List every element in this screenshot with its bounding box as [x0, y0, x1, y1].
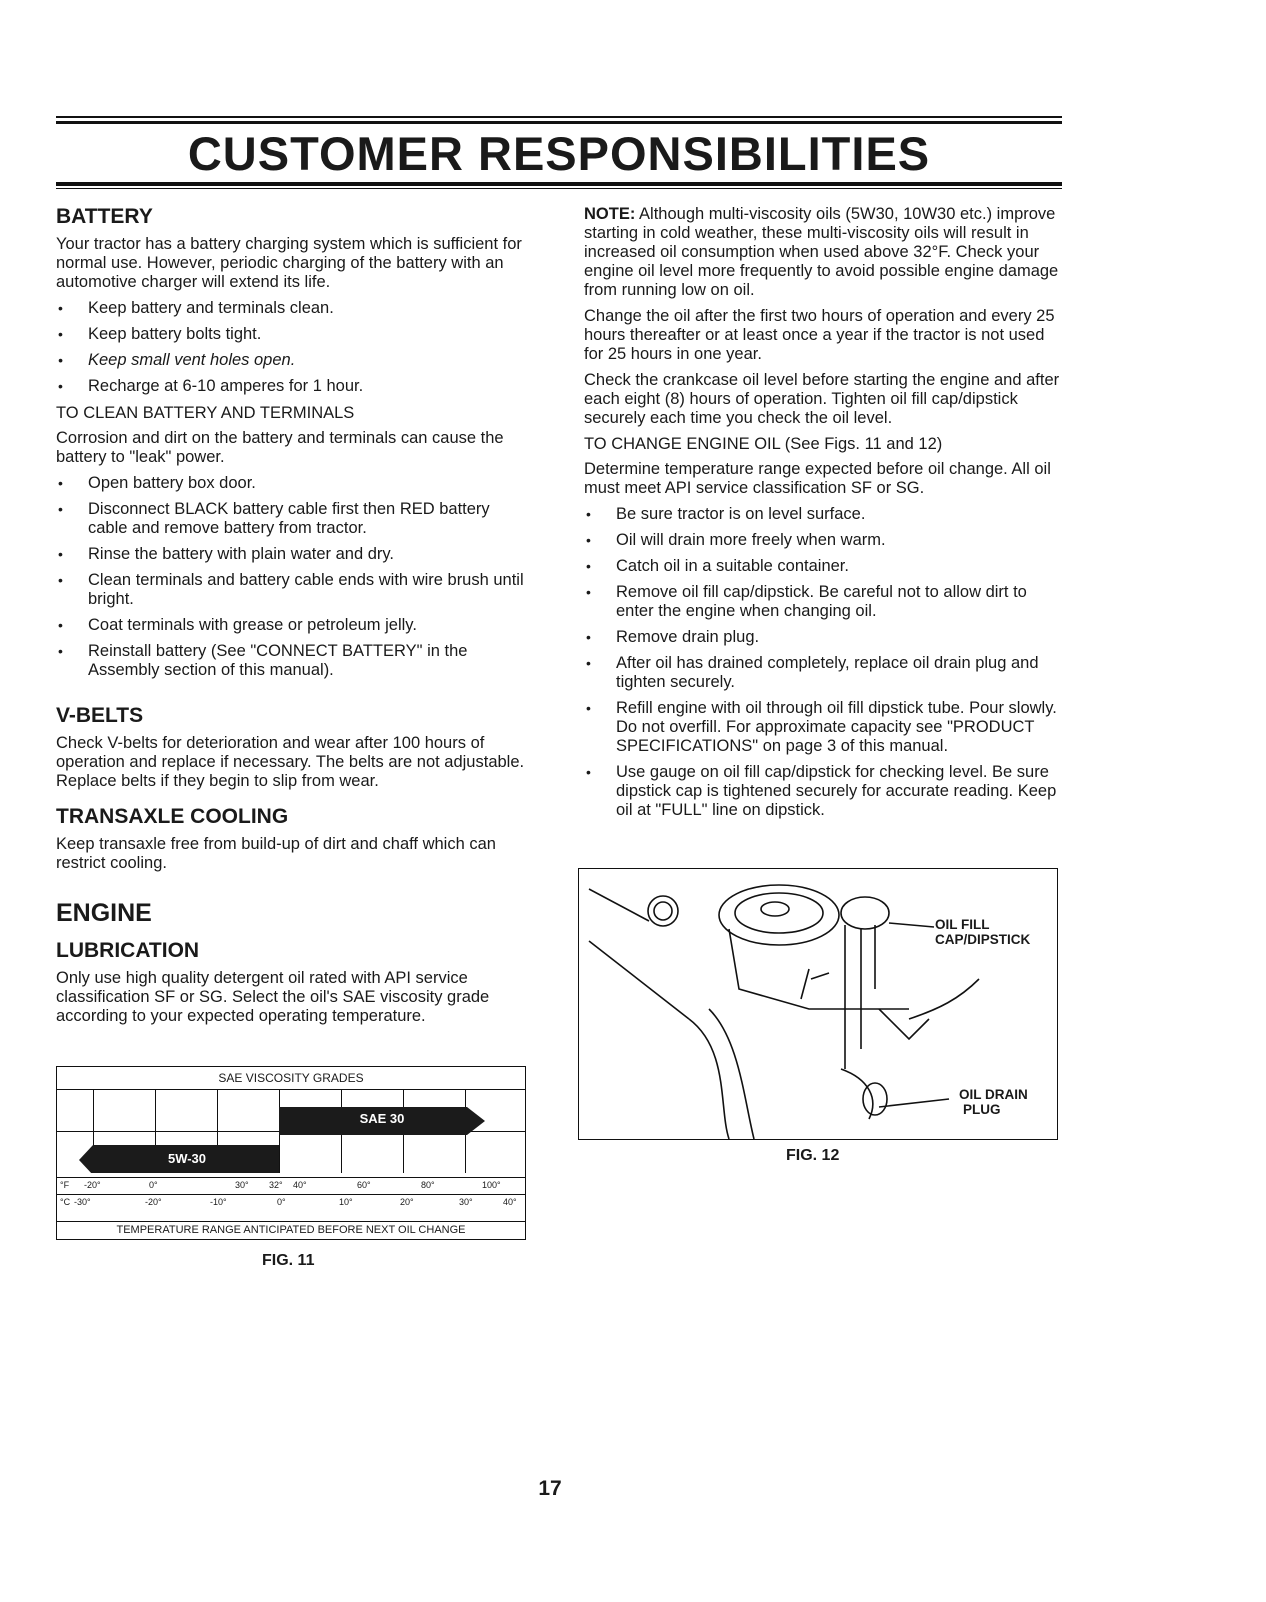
list-item: • Disconnect BLACK battery cable first then RED battery cable and remove battery from tractor.	[56, 500, 530, 538]
f-tick: 80°	[421, 1180, 435, 1190]
change-oil-list	[584, 505, 1062, 820]
c-tick: 10°	[339, 1197, 353, 1207]
sae30-label: SAE 30	[359, 1111, 405, 1126]
list-item: • Clean terminals and battery cable ends with wire brush until bright.	[56, 571, 530, 609]
clean-battery-list	[56, 474, 530, 680]
sw30-label: 5W-30	[167, 1151, 207, 1166]
f-unit: °F	[60, 1180, 70, 1190]
f-tick: 30°	[235, 1180, 249, 1190]
fig11-footer: TEMPERATURE RANGE ANTICIPATED BEFORE NEXT OIL CHANGE	[57, 1221, 525, 1239]
list-item: • Reinstall battery (See "CONNECT BATTERY" in the Assembly section of this manual).	[56, 642, 530, 680]
list-item: • After oil has drained completely, replace oil drain plug and tighten securely.	[584, 654, 1062, 692]
list-item: • Remove drain plug.	[584, 628, 1062, 647]
oil-drain-line1: OIL DRAIN	[959, 1087, 1028, 1102]
f-tick: 100°	[482, 1180, 501, 1190]
c-unit: °C	[60, 1197, 71, 1207]
list-item: • Oil will drain more freely when warm.	[584, 531, 1062, 550]
left-column	[56, 205, 530, 1033]
lubrication-heading: LUBRICATION	[56, 939, 200, 962]
list-item: • Keep battery and terminals clean.	[56, 299, 530, 318]
fahrenheit-scale	[57, 1177, 525, 1195]
list-item: • Coat terminals with grease or petroleum jelly.	[56, 616, 530, 635]
c-tick: -20°	[145, 1197, 162, 1207]
list-item: • Open battery box door.	[56, 474, 530, 493]
oil-fill-line2: CAP/DIPSTICK	[935, 932, 1031, 947]
clean-battery-intro: Corrosion and dirt on the battery and terminals can cause the battery to "leak" power.	[56, 429, 504, 466]
fig11-caption: FIG. 11	[262, 1252, 315, 1269]
title-underline-thick	[56, 182, 1062, 186]
battery-list	[56, 299, 530, 396]
list-item: • Keep battery bolts tight.	[56, 325, 530, 344]
f-tick: 40°	[293, 1180, 307, 1190]
f-tick: 32°	[269, 1180, 283, 1190]
note-text: Although multi-viscosity oils (5W30, 10W30 etc.) improve starting in cold weather, these multi-viscosity oils will result in increased oil consumption when used above 32°F. Check your engine oil level more frequently to avoid possible engine damage from running low on oil.	[584, 205, 1059, 299]
title-underline-thin	[56, 188, 1062, 189]
fig11-grid	[57, 1089, 525, 1173]
top-rule-thick	[56, 121, 1062, 124]
right-column	[584, 205, 1062, 828]
f-tick: 0°	[149, 1180, 158, 1190]
change-oil-heading: TO CHANGE ENGINE OIL (See Figs. 11 and 12)	[584, 435, 943, 453]
note-label: NOTE:	[584, 205, 636, 223]
transaxle-text: Keep transaxle free from build-up of dirt and chaff which can restrict cooling.	[56, 835, 496, 872]
page-number: 17	[538, 1477, 562, 1500]
list-item: • Use gauge on oil fill cap/dipstick for checking level. Be sure dipstick cap is tightened securely for accurate reading. Keep oil at "FULL" line on dipstick.	[584, 763, 1062, 820]
viscosity-bars	[57, 1089, 527, 1173]
list-item: • Keep small vent holes open.	[56, 351, 530, 370]
check-oil-text: Check the crankcase oil level before starting the engine and after each eight (8) hours of operation. Tighten oil fill cap/dipstick securely each time you check the oil level.	[584, 371, 1060, 427]
list-item: • Rinse the battery with plain water and dry.	[56, 545, 530, 564]
c-tick: 0°	[277, 1197, 286, 1207]
battery-heading: BATTERY	[56, 205, 153, 228]
note-paragraph	[584, 205, 1062, 300]
oil-fill-line1: OIL FILL	[935, 917, 990, 932]
fig11-viscosity-chart	[56, 1066, 526, 1240]
c-tick: 30°	[459, 1197, 473, 1207]
transaxle-heading: TRANSAXLE COOLING	[56, 805, 289, 828]
oil-fill-label	[935, 917, 1030, 947]
fig12-caption: FIG. 12	[786, 1147, 840, 1164]
determine-text: Determine temperature range expected before oil change. All oil must meet API service classification SF or SG.	[584, 460, 1051, 497]
vbelts-heading: V-BELTS	[56, 704, 144, 727]
fig12-engine-illustration	[578, 868, 1058, 1140]
engine-heading: ENGINE	[56, 899, 152, 927]
list-item: • Catch oil in a suitable container.	[584, 557, 1062, 576]
battery-intro: Your tractor has a battery charging system which is sufficient for normal use. However, periodic charging of the battery with an automotive charger will extend its life.	[56, 235, 522, 291]
oil-drain-label	[959, 1087, 1028, 1117]
top-rule-thin	[56, 116, 1062, 118]
change-oil-text: Change the oil after the first two hours of operation and every 25 hours thereafter or at least once a year if the tractor is not used for 25 hours in one year.	[584, 307, 1055, 363]
celsius-scale	[57, 1195, 525, 1211]
f-tick: 60°	[357, 1180, 371, 1190]
list-item: • Recharge at 6-10 amperes for 1 hour.	[56, 377, 530, 396]
list-item: • Refill engine with oil through oil fill dipstick tube. Pour slowly. Do not overfill. For approximate capacity see "PRODUCT SPECIFICATIONS" on page 3 of this manual.	[584, 699, 1062, 756]
c-tick: 40°	[503, 1197, 517, 1207]
list-item: • Be sure tractor is on level surface.	[584, 505, 1062, 524]
c-tick: -30°	[74, 1197, 91, 1207]
fig11-header: SAE VISCOSITY GRADES	[57, 1067, 525, 1090]
oil-drain-line2: PLUG	[963, 1102, 1001, 1117]
clean-battery-heading: TO CLEAN BATTERY AND TERMINALS	[56, 404, 355, 422]
c-tick: -10°	[210, 1197, 227, 1207]
vbelts-text: Check V-belts for deterioration and wear after 100 hours of operation and replace if necessary. The belts are not adjustable. Replace belts if they begin to slip from wear.	[56, 734, 525, 790]
page-title: CUSTOMER RESPONSIBILITIES	[187, 127, 931, 180]
c-tick: 20°	[400, 1197, 414, 1207]
f-tick: -20°	[84, 1180, 101, 1190]
list-item: • Remove oil fill cap/dipstick. Be careful not to allow dirt to enter the engine when changing oil.	[584, 583, 1062, 621]
lubrication-text: Only use high quality detergent oil rated with API service classification SF or SG. Select the oil's SAE viscosity grade according to your expected operating temperature.	[56, 969, 490, 1025]
